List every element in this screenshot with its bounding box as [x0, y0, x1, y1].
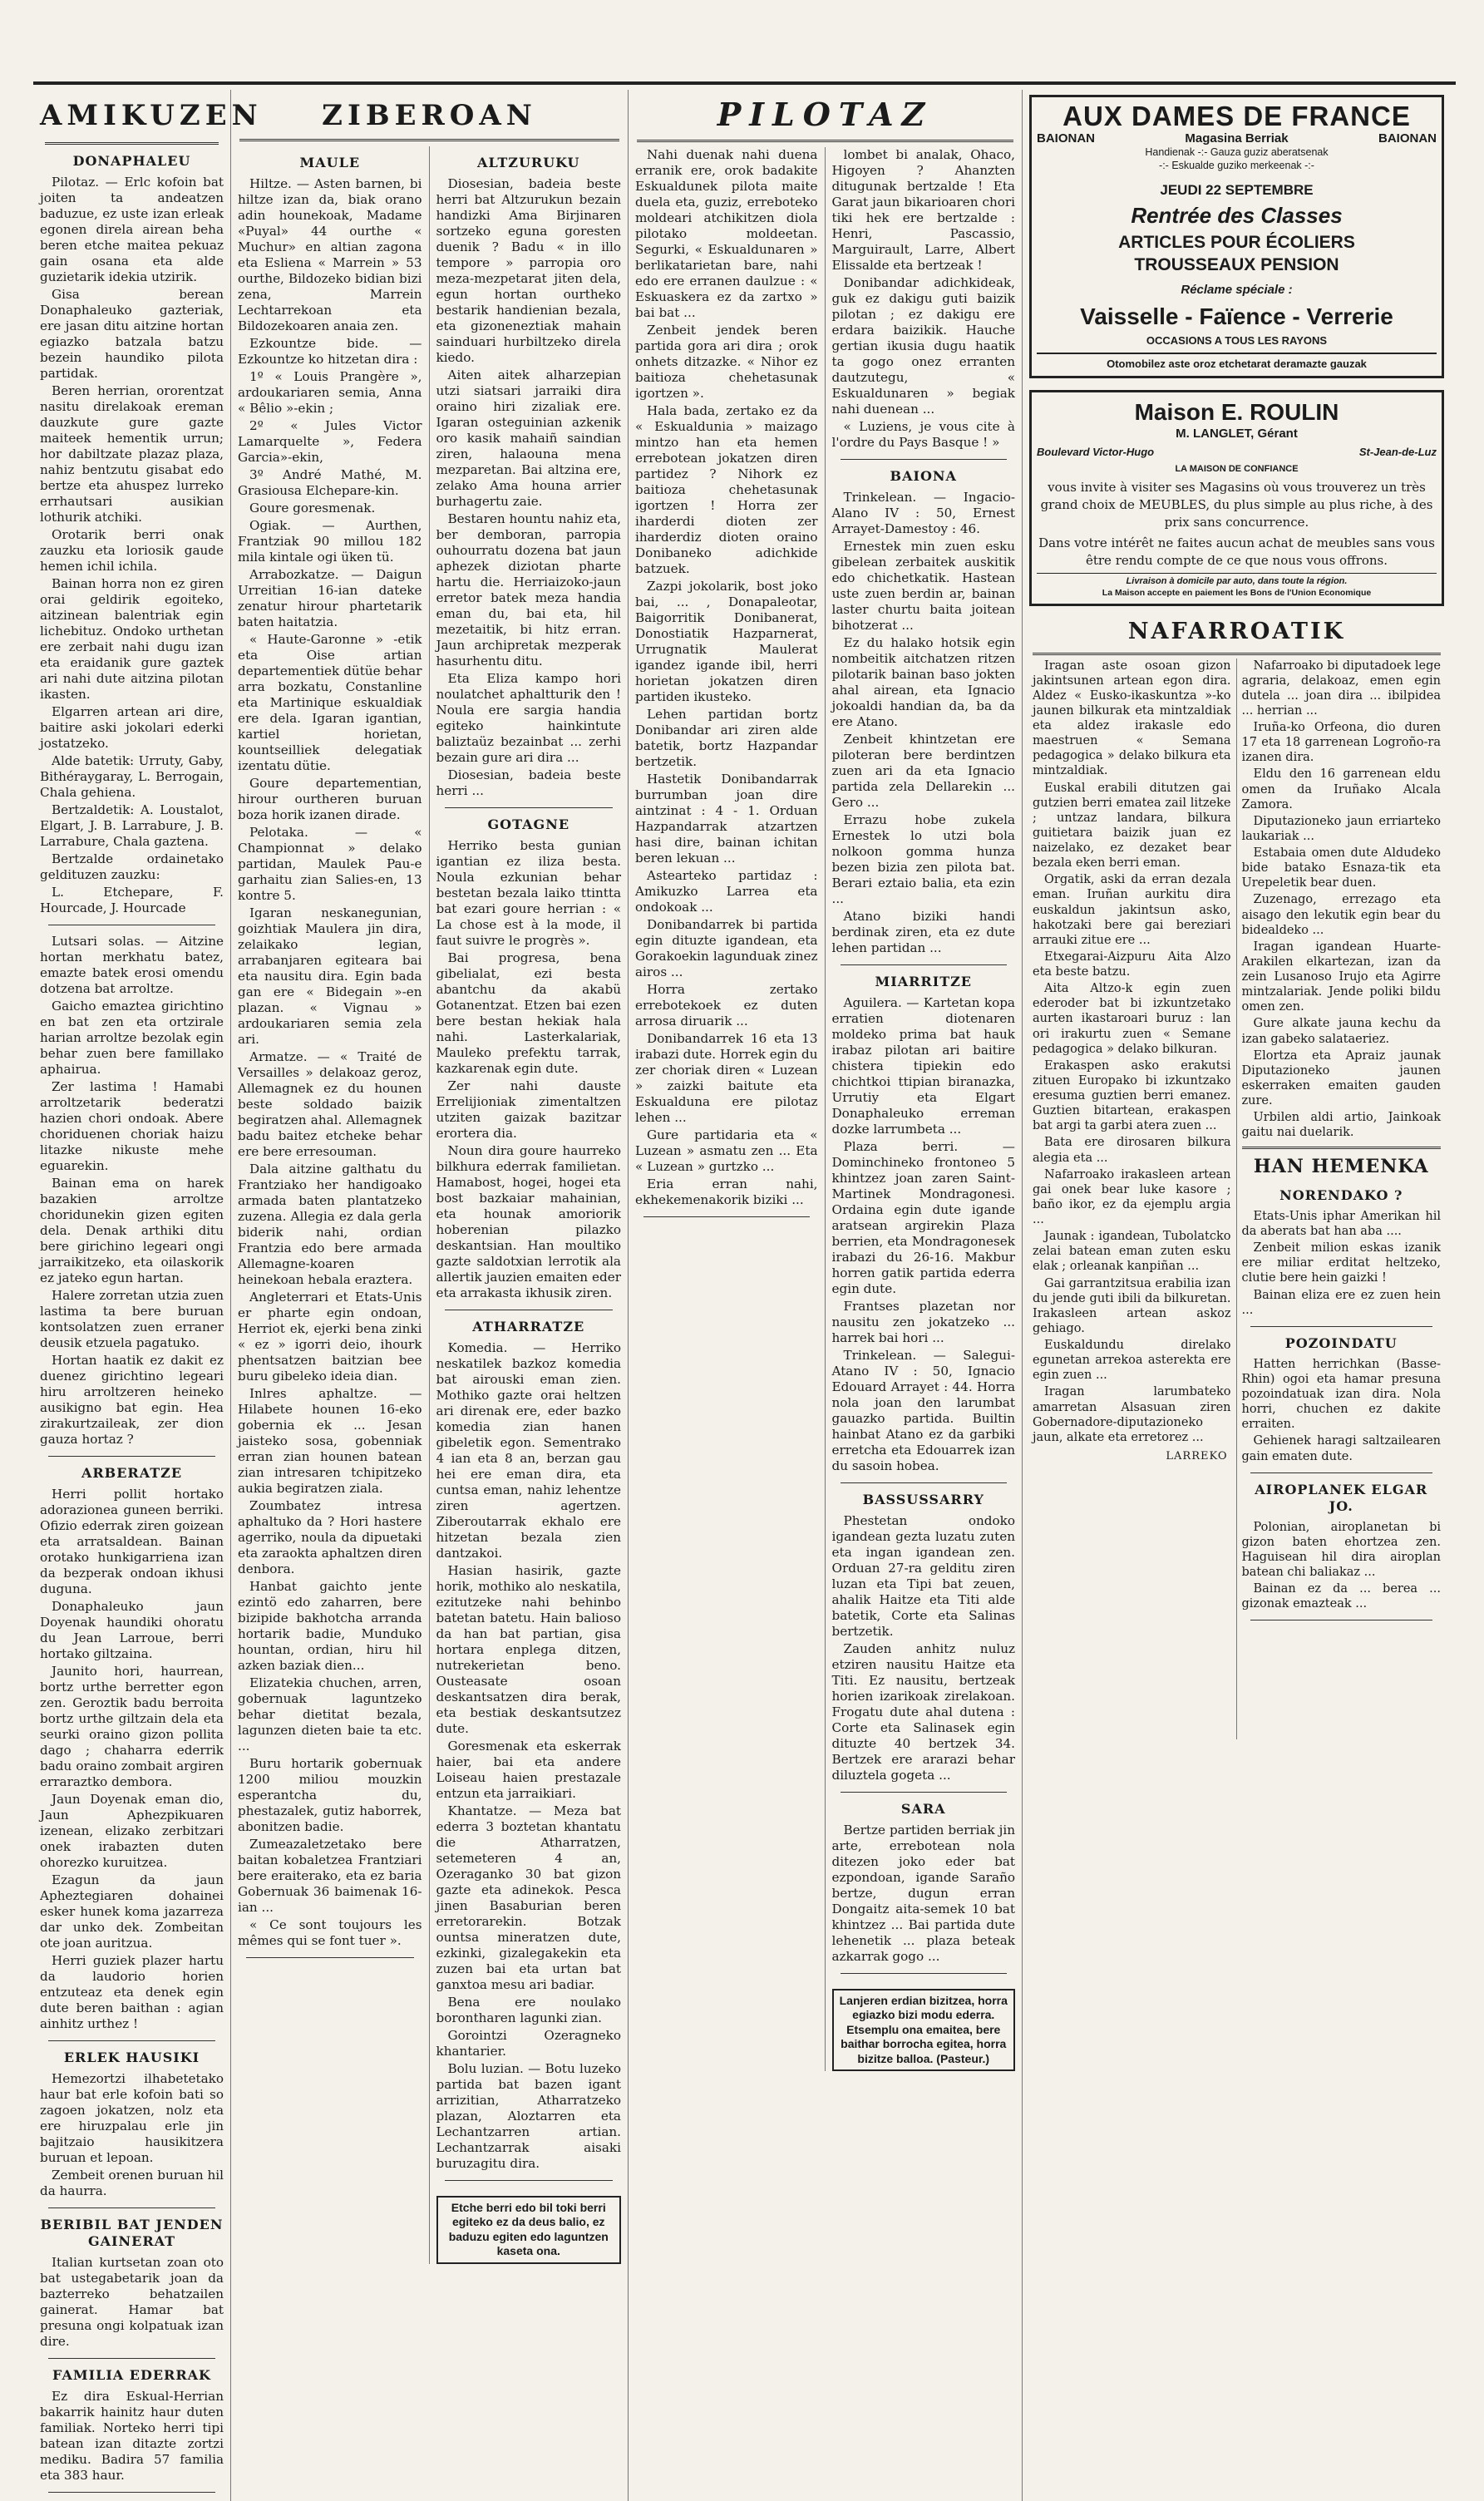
section-title: ALTZURUKU [477, 154, 580, 170]
divider [239, 139, 619, 141]
paragraph: Frantses plazetan nor nausitu zen jokatzeko ... harrek bai hori ... [831, 1298, 1015, 1345]
paragraph: Euskal erabili ditutzen gai gutzien berri ematea zail litzeke ; untzaz landara, bilkura guitietara baizik juan ez naizelako, ez dezaket bear bezala eken berri eman. [1033, 781, 1231, 871]
paragraph: Estabaia omen dute Aldudeko bide batako Esnaza-tik eta Urepeletik bear duen. [1241, 846, 1441, 890]
paragraph: Hasian hasirik, gazte horik, mothiko alo neskatila, ezitutzeke nahi behinbo batetan batetu. Hain balioso da han bat partian, gisa hortara enplega ditzen, nutrekerietan beno. Ousteasate osoan deskantsatzen dira berak, eta bestiak deskantsutzez dute. [436, 1562, 621, 1736]
section-divider [841, 964, 1008, 965]
paragraph: Bainan ez da ... berea ... gizonak emazteak ... [1241, 1582, 1441, 1611]
divider [1242, 1147, 1442, 1149]
columns [33, 90, 1456, 2483]
paragraph: Pilotaz. — Erlc kofoin bat joiten ta andeatzen baduzue, ez uste izan erleak egonen direla airean beha beren etche maitea pekuaz gain osana eta alde guzietarik idekia utzirik. [40, 174, 224, 284]
ad2-maison: Maison E. ROULIN [1134, 399, 1339, 426]
paragraph: L. Etchepare, F. Hourcade, J. Hourcade [40, 884, 224, 915]
ad1-foot: Otomobilez aste oroz etchetarat deramazte gauzak [1037, 353, 1437, 371]
ad1-title: AUX DAMES DE FRANCE [1062, 101, 1411, 131]
nafarroatik-right-col [1237, 659, 1447, 1739]
nafarroatik-signature: LARREKO [1166, 1449, 1228, 1463]
ad1-date: JEUDI 22 SEPTEMBRE [1160, 181, 1314, 198]
amikuzen-body [40, 153, 224, 2493]
nafarroatik-subcols [1028, 659, 1446, 1739]
section-title: FAMILIA EDERRAK [52, 2366, 211, 2383]
ad1-rentree: Rentrée des Classes [1131, 202, 1343, 228]
paragraph: Goresmenak eta eskerrak haier, bai eta andere Loiseau haien prestazale entzun eta jarraikiari. [436, 1738, 621, 1801]
paragraph: Buru hortarik gobernuak 1200 miliou mouzkin esperantcha du, phestazalek, gutiz haborrek, abonitzen badie. [238, 1755, 422, 1834]
section-title: BAIONA [890, 467, 957, 484]
paragraph: Bertzalde ordainetako geldituzen zauzku: [40, 851, 224, 882]
paragraph: Etats-Unis iphar Amerikan hil da aberats bat han aba .... [1241, 1209, 1441, 1239]
paragraph: Orotarik berri onak zauzku eta loriosik gaude hemen ichil ichila. [40, 526, 224, 574]
paragraph: Bainan eliza ere ez zuen hein ... [1241, 1288, 1441, 1317]
ad1-handi1: Handienak -:- Gauza guziz aberatsenak [1145, 146, 1329, 159]
section-title: POZOINDATU [1284, 1334, 1398, 1351]
section-title: GOTAGNE [487, 816, 570, 832]
section-divider [841, 1792, 1008, 1793]
paragraph: Eta Eliza kampo hori noulatchet aphaltturik den ! Noula ere sargia handia egiteko hainkintute baliztaüz bezainbat ... zerhi bezain gure ari dira ... [436, 670, 621, 765]
paragraph: « Luziens, je vous cite à l'ordre du Pays Basque ! » [831, 418, 1015, 450]
section-divider [841, 459, 1008, 460]
pilotaz-subcols [629, 146, 1022, 2065]
divider [45, 142, 219, 145]
paragraph: Bai progresa, bena gibelialat, ezi besta abantchu da akabü Gotanentzat. Etzen bai ezen bere bestan hekiak hala nahi. Lasterkalariak, Mauleko prefektu tarrak, kazkarenak egin dute. [436, 950, 621, 1076]
paragraph: Etxegarai-Aizpuru Aita Alzo eta beste batzu. [1033, 950, 1231, 979]
column-right [1022, 90, 1451, 2501]
paragraph: Zer lastima ! Hamabi arroltzetarik bederatzi hazien chori ondoak. Abere choriduenen choriak haizu litazke nikuste mehe eguarekin. [40, 1078, 224, 1173]
paragraph: Hanbat gaichto jente ezintö edo zaharren, bere bizipide bakhotcha arranda hortarik badie, Munduko hountan, ordian, hiru hil azken baziak dien... [238, 1578, 422, 1673]
nafarroatik-left-body [1033, 659, 1231, 1445]
paragraph: Orgatik, aski da erran dezala eman. Iruñan aurkitu dira euskaldun jakintsun asko, hakotzaki bere gai bereziari arrauki zitue ere ... [1033, 873, 1231, 947]
ad2-addr-right: St-Jean-de-Luz [1358, 445, 1437, 458]
section-title: ERLEK HAUSIKI [63, 2049, 200, 2065]
paragraph: Jaunak : igandean, Tubolatcko zelai batean eman zuten esku elak ; orleanak kanpiñan ... [1033, 1230, 1231, 1274]
paragraph: Gaicho emaztea girichtino en bat zen eta ortzirale harian arroltze bezolak egin behar zuen bere famillako aphairua. [40, 998, 224, 1077]
hanhemenka-masthead: HAN HEMENKA [1253, 1156, 1429, 1178]
ad1-row-left: BAIONAN [1037, 131, 1095, 146]
paragraph: Zenbeit milion eskas izanik ere miliar erditat heltzeko, clutie bere hein gaizki ! [1241, 1241, 1441, 1285]
section-divider [246, 1957, 414, 1958]
ad1-trousseaux: TROUSSEAUX PENSION [1134, 254, 1339, 274]
paragraph: Ez du halako hotsik egin nombeitik aitchatzen ritzen pilotarik bainan baso jokten ahal airean, eta Ignacio jokoaldi handian da, ba da ere Atano. [831, 634, 1015, 729]
nafarroatik-left-col [1028, 659, 1237, 1739]
paragraph: Bertzaldetik: A. Loustalot, Elgart, J. B. Larrabure, J. B. Larrabure, Chala gaztena. [40, 802, 224, 849]
paragraph: Ezkountze bide. — Ezkountze ko hitzetan dira : [238, 335, 422, 367]
ad-dames-de-france [1029, 95, 1444, 378]
paragraph: Hala bada, zertako ez da « Eskualdunia » maizago mintzo han eta hemen errebotean jokatzen diren partidez ? Nihork ez baitioza chehetasunak igortzen ! Horra zer iharderdi dioten zer iharderdiz dioten oraino Donibaneko adichkide batzuek. [635, 402, 818, 576]
section-divider [841, 1482, 1008, 1483]
paragraph: Astearteko partidaz : Amikuzko Larrea eta ondokoak ... [635, 867, 818, 915]
paragraph: Arrabozkatze. — Daigun Urreitian 16-ian dateke zenatur hirour phartetarik baten haitatzia. [238, 566, 422, 629]
ad1-vaisselle: Vaisselle - Faïence - Verrerie [1080, 303, 1393, 329]
paragraph: Zumeazaletzetako bere baitan kobaletzea Frantziari bere eraiterako, eta ez baria Gobernuak 36 baimenak 16-ian ... [238, 1836, 422, 1915]
paragraph: Aguilera. — Kartetan kopa erratien diotenaren moldeko prima bat hauk irabaz pilotan ari baitire chistera tipiekin edo chichtkoi ttipian biranazka, Urrutiy eta Elgart Donaphaleuko erreman dozke larrumbeta ... [831, 994, 1015, 1137]
ad2-body2: Dans votre intérêt ne faites aucun achat de meubles sans vous être rendu compte de ce que nous vous offrons. [1038, 535, 1435, 568]
paragraph: Nafarroako irakasleen artean gai onek bear luke kasore ; baño ikor, ez da ejemplu argia ... [1033, 1167, 1231, 1227]
paragraph: Lutsari solas. — Aitzine hortan merkhatu batez, emazte batek erosi omendu dotzena bat arroltze. [40, 933, 224, 996]
paragraph: Diosesian, badeia beste herri bat Altzurukun bezain handizki Ama Birjinaren sortzeko eguna goresten duenik ? Badu « in illo tempore » parropia oro meza-mezpetarat jiten dela, egun hortan ourtheko bestarik handienian bezala, eta gizoneneztiak mahain sainduari hurbiltzeko direla kiedo. [436, 175, 621, 365]
divider [637, 140, 1013, 142]
paragraph: Dala aitzine galthatu du Frantziako her handigoako armada baten plantatzeko zuzena. Allegia ez dala gerla biderik nahi, ordian Frantzia edo bere armada Allemagne-koaren heinekoan hebala eraztera. [238, 1161, 422, 1287]
paragraph: Jaun Doyenak eman dio, Jaun Aphezpikuaren izenean, elizako zerbitzari onek irabazten duten ohorezko kuruitzea. [40, 1791, 224, 1870]
ad1-reclame: Réclame spéciale : [1181, 282, 1293, 297]
amikuzen-masthead: AMIKUZEN [40, 99, 263, 132]
section-divider [48, 1456, 215, 1457]
paragraph: Bainan horra non ez giren orai geldirik egoiteko, aitzinean balentriak egin lichebituz. Ondoko urthetan ere zerbait nahi dugu izan eta eraidanik gure gaztek ari nahi dute aitzina pilotan ikasten. [40, 575, 224, 702]
section-title: DONAPHALEU [72, 152, 191, 169]
top-rule [33, 81, 1456, 85]
paragraph: Hortan haatik ez dakit ez duenez girichtino legeari hiru arroltzeren heineko ausikigno bat egin. Hea zirakurtzaileak, zer dion gauza hortaz ? [40, 1352, 224, 1447]
paragraph: Igaran neskanegunian, goizhtiak Maulera jin dira, zelaikako legian, arrabanjaren egiteara bai eta nausitu dira. Egin bada gan ere « Bidegain »-en plazan. « Vignau » ardoukariaren semia zela ari. [238, 905, 422, 1047]
paragraph: Ezagun da jaun Apheztegiaren dohainei esker hunek koma jazarreza dar unko dek. Zombeitan ote joan auritzua. [40, 1872, 224, 1951]
paragraph: Zer nahi dauste Errelijioniak zimentaltzen utziten gaizak bazitzar erortera dia. [436, 1078, 621, 1141]
section-title: BERIBIL BAT JENDEN GAINERAT [40, 2216, 224, 2249]
paragraph: Gorointzi Ozeragneko khantarier. [436, 2027, 621, 2059]
paragraph: Bolu luzian. — Botu luzeko partida bat bazen igant arrizitian, Atharratzeko plazan, Aloztarren eta Lechantzarren artian. Lechantzarrak aisaki buruzagitu dira. [436, 2060, 621, 2171]
paragraph: Urbilen aldi artio, Jainkoak gaitu nai duelarik. [1241, 1111, 1441, 1140]
pilotaz-left-col [629, 147, 826, 2072]
paragraph: Goure departementian, hirour ourtheren buruan boza horik izanen dirade. [238, 775, 422, 822]
paragraph: Gisa berean Donaphaleuko gazteriak, ere jasan ditu aitzine hortan egiazko batzala batzu bezein haundiko pilota partidak. [40, 286, 224, 381]
ziberoan-footbox: Etche berri edo bil toki berri egiteko ez da deus balio, ez baduzu egiten edo laguntzen kaseta ona. [436, 2196, 622, 2264]
paragraph: Zazpi jokolarik, bost joko bai, ... , Donapaleotar, Baigorritik Donibanerat, Donostiatik Hazparnerat, Urrugnatik Maulerat igandez igande ibil, herri horietan jokatzen diren partiden ikusteko. [635, 578, 818, 704]
pilotaz-right-col [826, 147, 1023, 2072]
paragraph: Bata ere dirosaren bilkura alegia eta ... [1033, 1136, 1231, 1165]
ad2-foot2: La Maison accepte en paiement les Bons de l'Union Economique [1102, 587, 1372, 598]
paragraph: Noun dira goure haurreko bilkhura ederrak familietan. Hamabost, hogei, hogei eta bost bazkaiar mahainian, eta hounak amoriorik hoberenian pilazko deskantsian. Han moultiko gazte saldotxian lerrotik ala allertik jauzien emaiten eder eta arrakasta ikhusik ziren. [436, 1142, 621, 1300]
divider [1033, 653, 1441, 655]
section-divider [48, 2358, 215, 2359]
ad2-address [1037, 446, 1437, 459]
paragraph: Hemezortzi ilhabetetako haur bat erle kofoin bati so zagoen jokatzen, nolz eta ere hiruzpalau erle jin bajitzaio hausikitzera buruan et lepoan. [40, 2070, 224, 2165]
section-title: MIARRITZE [875, 973, 972, 989]
paragraph: Donibandarrek 16 eta 13 irabazi dute. Horrek egin du zer choriak diren « Luzean » zaizki baitute eta Eskualduna ere pilotaz lehen ... [635, 1030, 818, 1125]
ad1-row [1037, 131, 1437, 147]
paragraph: 3º André Mathé, M. Grasiousa Elchepare-kin. [238, 466, 422, 498]
ziberoan-left-col [231, 146, 430, 2264]
section-title: ATHARRATZE [472, 1318, 585, 1334]
ad1-row-right: BAIONAN [1378, 131, 1437, 146]
paragraph: Eldu den 16 garrenean eldu omen da Iruñako Alcala Zamora. [1241, 767, 1441, 811]
paragraph: Zembeit orenen buruan hil da haurra. [40, 2167, 224, 2198]
paragraph: Bainan ema on harek bazakien arroltze choridunekin gizen egiten dela. Denak arthiki ditu bere girichino legeari ongi jarraikitzeko, eta oilaskorik ez jateko egun hartan. [40, 1175, 224, 1285]
section-title: ARBERATZE [81, 1464, 183, 1481]
paragraph: Plaza berri. — Dominchineko frontoneo 5 khintzez joan zaren Saint-Martinek Mondragonesi. Ordaina egin dute igande aratsean argirekin Plaza berrien, eta Mondragonesek irabazi du 26-16. Makbur horren gatik partida ederra egin dute. [831, 1138, 1015, 1296]
column-ziberoan [230, 90, 628, 2501]
hanhemenka-body [1242, 1187, 1442, 1621]
paragraph: Horra zertako errebotekoek ez duten arrosa diruarik ... [635, 981, 818, 1029]
ziberoan-right-col [430, 146, 629, 2264]
ad2-addr-left: Boulevard Victor-Hugo [1037, 445, 1155, 458]
section-divider [643, 1216, 810, 1217]
paragraph: Aita Altzo-k egin zuen ederoder bat bi izkuntzetako aurten ikastaroari buruz : lan ori irakurtu zuen « Semane pedagogica » delako bilkuran. [1033, 982, 1231, 1056]
section-title: NORENDAKO ? [1279, 1186, 1403, 1203]
paragraph: Eria erran nahi, ekhekemenakorik biziki ... [635, 1176, 818, 1207]
paragraph: Bertze partiden berriak jin arte, errebotean nola ditezen joko eder bat ezpondoan, igande Saraño bertze, dugun erran Dongaitz aita-semek 10 bat khintzez ... Bai partida dute lehenetik ... plaza beteak azkarrak gogo ... [831, 1822, 1015, 1964]
paragraph: Zauden anhitz nuluz etziren nausitu Haitze eta Titi. Ez nausitu, bertzeak horien izarikoak zirelakoan. Frogatu dute ahal dutena : Corte eta Salinasek egin dituzte 40 bertzek 34. Bertzek ere ararazi behar diluztela gogeta ... [831, 1640, 1015, 1783]
paragraph: lombet bi analak, Ohaco, Higoyen ? Ahanzten ditugunak bertzalde ! Eta Garat jaun bikarioaren chori tiki hek ere bertzalde : Henri, Pascassio, Marguirault, Larre, Albert Elissalde eta bertzeak ! [831, 146, 1015, 273]
paragraph: Gai garrantzitsua erabilia izan du jende guti ibili da bilkuretan. Irakasleen artean askoz gehiago. [1033, 1276, 1231, 1335]
paragraph: Erakaspen asko erakutsi zituen Europako bi izkuntzako eresuma guztien berri emanez. Guztien bitartean, erakaspen bat argi ta garbi atera zuen ... [1033, 1058, 1231, 1133]
paragraph: Iragan igandean Huarte-Arakilen elkartezan, izan da zein Lusanoso Irujo eta Agirre mintzalariak. Jende poliki bildu omen zen. [1241, 940, 1441, 1014]
paragraph: Elgarren artean ari dire, baitire aski jokolari ederki jostatzeko. [40, 703, 224, 751]
paragraph: Donaphaleuko jaun Doyenak haundiki ohoratu du Jean Larroue, berri hortako giltzaina. [40, 1598, 224, 1661]
paragraph: Lehen partidan bortz Donibandar ari ziren alde batetik, bortz Hazpandar bertzetik. [635, 706, 818, 769]
paragraph: Herriko besta gunian igantian ez iliza besta. Noula ezkunian behar bestetan bezala laiko ttintta bat ezari goure herrian : « La chose est à la mode, il faut suivre le progrès ». [436, 837, 621, 948]
paragraph: Elizatekia chuchen, arren, gobernuak laguntzeko behar dietitat bezala, lagunzen dieten baie ta etc. ... [238, 1675, 422, 1754]
paragraph: Pelotaka. — « Championnat » delako partidan, Maulek Pau-e garhaitu zian Salies-en, 13 kontre 5. [238, 824, 422, 903]
pilotaz-right-body [832, 147, 1016, 1982]
paragraph: Zenbeit jendek beren partida gora ari dira ; orok onhets ditzazke. « Nihor ez baitioza chehetasunak igortzen ». [635, 322, 818, 401]
paragraph: Errazu hobe zukela Ernestek lo utzi bola nolkoon gomma hunza bezen bizia zen pilota bat. Berari eztaio balia, eta ezin ... [831, 811, 1015, 906]
paragraph: Trinkelean. — Ingacio-Alano IV : 50, Ernest Arrayet-Damestoy : 46. [831, 489, 1015, 536]
ziberoan-masthead: ZIBEROAN [322, 99, 537, 132]
section-divider [445, 807, 614, 808]
ad1-articles: ARTICLES POUR ÉCOLIERS [1118, 233, 1355, 253]
ad2-body1: vous invite à visiter ses Magasins où vous trouverez un très grand choix de MEUBLES, du plus simple au plus riche, à des prix sans concurrence. [1040, 479, 1433, 530]
ziberoan-subcols [231, 146, 628, 2257]
paragraph: 2º « Jules Victor Lamarquelte », Federa Garcia»-ekin, [238, 417, 422, 465]
paragraph: Komedia. — Herriko neskatilek bazkoz komedia bat airouski eman zien. Mothiko gazte orai heltzen ari direnak ere, eder bazko komedia zian hanen gibeletik egon. Sementrako 4 ian eta 8 an, berzan gau hei ere eman dira, eta cuntsa eman, nahiz lehentze ziren agertzen. Ziberoutarrak ekhalo ere hitzetan bezala zien dantzakoi. [436, 1339, 621, 1561]
paragraph: Herri guziek plazer hartu da laudorio horien entzuteaz eta denek egin dute beren baithan : agian ainhitz urthez ! [40, 1952, 224, 2031]
paragraph: Herri pollit hortako adorazionea guneen berriki. Ofizio ederrak ziren goizean eta arratsaldean. Bainan orotako hunkigarriena izan da bezperak ondoan ikhusi duguna. [40, 1486, 224, 1596]
paragraph: Hiltze. — Asten barnen, bi hiltze izan da, biak orano adin hounekoak, Madame «Puyal» 44 ourthe « Muchur» en altian zagona eta Esliena « Marrein » 53 ourthe, Bildozeko bidian bizi zena, Marrein Lechtarrekoan eta Bildozekoaren anaia zen. [238, 175, 422, 333]
paragraph: Bestaren hountu nahiz eta, ber demboran, parropia ouhourratu dozena bat jaun aphezek diziotan pharte hartu die. Herriaizoko-jaun erretor batek meza handia eman du, bai eta, hil mezetaitik, bi hitz erran. Jaun archipretak mezperak hasurhentu ditu. [436, 511, 621, 668]
paragraph: Phestetan ondoko igandean gezta luzatu zuten eta ingan igandean zen. Orduan 27-ra gelditu ziren luzan eta Tipi bat zeuen, ahalik Haitze eta Titi alde batetik, Corte eta Salinas bertzetik. [831, 1512, 1015, 1639]
nafarroatik-masthead: NAFARROATIK [1127, 618, 1346, 644]
ziberoan-right-body [436, 146, 622, 2189]
ad1-handi2: -:- Eskualde guziko merkeenak -:- [1159, 160, 1314, 172]
paragraph: Hastetik Donibandarrak burrumban joan dire aintzinat : 4 - 1. Orduan Hazpandarrak atzartzen hasi dire, bainan ichitan beren lekuan ... [635, 771, 818, 866]
section-divider [48, 2492, 215, 2493]
paragraph: Hatten herrichkan (Basse-Rhin) ogoi eta hamar presuna pozoindatuak izan dira. Nola horri, chuchen ez dakite erraiten. [1241, 1357, 1441, 1432]
ad2-tag: LA MAISON DE CONFIANCE [1175, 464, 1299, 475]
ad-maison-roulin [1029, 390, 1444, 606]
paragraph: Trinkelean. — Salegui-Atano IV : 50, Ignacio Edouard Arrayet : 44. Horra nola joan den larumbat gauazko partida. Builtin hainbat Atano ez da garbiki erretcha eta Edouarrek izan du sasoin hobea. [831, 1347, 1015, 1473]
paragraph: Aiten aitek alharzepian utzi siatsari jarraiki dira oraino hiri zizaliak ere. Igaran osteguinian azkenik oro kasik mahaiñ saindian ziren, halaouna mena mezparetan. Bai altzina ere, zelako Ama houna arrier burhagertu zaie. [436, 367, 621, 509]
paragraph: Euskaldundu direlako egunetan arrekoa asterekta ere egin zuen ... [1033, 1339, 1231, 1383]
ad2-foot1: Livraison à domicile par auto, dans toute la région. [1037, 573, 1437, 588]
ad1-occasions: OCCASIONS A TOUS LES RAYONS [1146, 333, 1328, 347]
paragraph: Iragan larumbateko amarretan Alsasuan ziren Gobernadore-diputazioneko jaun, alkate eta erretorez ... [1033, 1385, 1231, 1444]
ad2-gerant: M. LANGLET, Gérant [1176, 427, 1298, 441]
paragraph: Armatze. — « Traité de Versailles » delakoaz geroz, Allemagnek ez du hounen beste soldado baizik begiratzen ahal. Allemagnek badu baitez etcheke behar ere bere erresouman. [238, 1048, 422, 1159]
paragraph: Khantatze. — Meza bat ederra 3 boztetan khantatu die Atharratzen, setemeteren 4 an, Ozeraganko 30 bat gizon gazte eta adinekok. Pesca jinen Basaburian beren erretorarekin. Botzak ountsa mineratzen dute, ezkinki, gizalegakekin eta zuzen bai eta urtan bat ganxtoa mesu ari badiar. [436, 1803, 621, 1992]
paragraph: Gehienek haragi saltzailearen gain ematen dute. [1241, 1434, 1441, 1463]
pilotaz-footbox: Lanjeren erdian bizitzea, horra egiazko bizi modu ederra. Etsemplu ona emaitea, bere baithar borrocha egitea, horra bizitze balloa. (Pasteur.) [832, 1989, 1016, 2072]
paragraph: Italian kurtsetan zoan oto bat ustegabetarik joan da bazterreko behatzailen gainerat. Hamar bat presuna ongi kolpatuak izan dire. [40, 2254, 224, 2349]
section-title: AIROPLANEK ELGAR JO. [1255, 1481, 1428, 1514]
paragraph: Iruña-ko Orfeona, dio duren 17 eta 18 garrenean Logroño-ra izanen dira. [1241, 721, 1441, 765]
section-title: SARA [900, 1800, 946, 1817]
ad1-row-mid: Magasina Berriak [1185, 131, 1289, 146]
paragraph: Gure alkate jauna kechu da izan gabeko salataeriez. [1241, 1017, 1441, 1046]
paragraph: Gure partidaria eta « Luzean » asmatu zen ... Eta « Luzean » gurtzko ... [635, 1127, 818, 1174]
paragraph: Nafarroako bi diputadoek lege agraria, delakoaz, emen egin dutela ... joan dira ... ibilpidea ... herrian ... [1241, 659, 1441, 718]
paragraph: Jaunito hori, haurrean, bortz urthe berretter egon zen. Geroztik badu berroita bortz urthe giltzain dela eta seurki oraino gizon pollita dago ; chaharra ederrik badu oraino zombait argiren erraraztko dembora. [40, 1663, 224, 1789]
paragraph: Bena ere noulako borontharen lagunki zian. [436, 1994, 621, 2025]
column-amikuzen [33, 90, 263, 2501]
nafarroatik-right-body [1242, 659, 1442, 1141]
paragraph: « Ce sont toujours les mêmes qui se font tuer ». [238, 1916, 422, 1948]
paragraph: Ez dira Eskual-Herrian bakarrik hainitz haur duten familiak. Norteko herri tipi batean izan ditazte zortzi mediku. Badira 57 familia eta 383 haur. [40, 2388, 224, 2483]
section-divider [48, 2040, 215, 2041]
paragraph: « Haute-Garonne » -etik eta Oise artian departementiek dütüe behar arra bozkatu, Constanline eta Martinique eskualdiak ere dela. Igaran igantian, kartiel horietan, kountseilliek delegatiak izentatu dütie. [238, 631, 422, 773]
pilotaz-masthead: PILOTAZ [717, 96, 934, 133]
section-title: BASSUSSARRY [862, 1491, 984, 1507]
paragraph: Atano biziki handi berdinak ziren, eta ez dute lehen partidan ... [831, 908, 1015, 955]
paragraph: Halere zorretan utzia zuen lastima ta bere buruan kontsolatzen zuen erraner deusik etzuela pagatuko. [40, 1287, 224, 1350]
section-divider [1250, 1326, 1433, 1327]
column-pilotaz [628, 90, 1022, 2501]
paragraph: Alde batetik: Urruty, Gaby, Bithéraygaray, L. Berrogain, Chala gehiena. [40, 752, 224, 800]
paragraph: Diputazioneko jaun erriarteko laukariak ... [1241, 814, 1441, 843]
paragraph: Zenbeit khintzetan ere piloteran bere berdintzen zuen ari da eta Ignacio partida zela Dellarekin ... Gero ... [831, 731, 1015, 810]
section-divider [48, 2207, 215, 2208]
paragraph: Donibandarrek bi partida egin dituzte igandean, eta Gorakoekin lagunduak zinez airos ... [635, 916, 818, 979]
paragraph: Inlres aphaltze. — Hilabete hounen 16-eko gobernia ek ... Jesan jaisteko sosa, gobenniak erran zian hounen batean zian intresaren tchipitzeko aukia begiratzen ziala. [238, 1385, 422, 1496]
paragraph: Nahi duenak nahi duena erranik ere, orok badakite Eskualdunek pilota maite duela eta, guziz, erreboteko moldeari atchikitzen diola pilotako moldeetan. Segurki, « Eskualdunaren » berlikatarietan bare, nahi edo ere erranen daulzue : « Eskuaskera ez da zartxo » bai bat ... [635, 146, 818, 320]
paragraph: Polonian, airoplanetan bi gizon baten ehortzea zen. Haguisean hil dira airoplan batean chi baliakaz ... [1241, 1520, 1441, 1580]
section-divider [841, 1973, 1008, 1974]
paragraph: Zuzenago, errezago eta aisago den lekutik egin bear du bidealdeko ... [1241, 893, 1441, 937]
paragraph: Ogiak. — Aurthen, Frantziak 90 millou 182 mila kintale ogi üken tü. [238, 517, 422, 565]
paragraph: Goure goresmenak. [249, 500, 376, 515]
paragraph: Zoumbatez intresa aphaltuko da ? Hori hastere agerriko, noula da dipuetaki eta zaraokta aphaltzen diren denbora. [238, 1497, 422, 1576]
paragraph: Diosesian, badeia beste herri ... [436, 767, 621, 798]
paragraph: 1º « Louis Prangère », ardoukariaren semia, Anna « Bêlio »-ekin ; [238, 368, 422, 416]
paragraph: Donibandar adichkideak, guk ez dakigu guti baizik pilotan ; ez dakigu ere erdara baizikik. Hauche gertian ikusia dugu haatik ta gogo onez erranten dautzutegu, « Eskualdunaren » begiak nahi duenean ... [831, 274, 1015, 417]
paragraph: Beren herrian, ororentzat nasitu direlakoak ereman dauzkute gure gazte maiteek hementik urrun; hor dabiltzate plazaz plaza, nahiz bentzutu gisabat edo bertze eta ahuspez lurreko errhautsari ausikian lothurik atchiki. [40, 382, 224, 525]
paragraph: Elortza eta Apraiz jaunak Diputazioneko jaunen eskerraken emaiten gauden zure. [1241, 1048, 1441, 1108]
paragraph: Ernestek min zuen esku gibelean zerbaitek auskitik edo chichetkatik. Hastean uste zuen berdin ar, bainan laster churtu baita joitean bihotzerat ... [831, 538, 1015, 633]
paragraph: Iragan aste osoan gizon jakintsunen artean egon dira. Aldez « Eusko-ikaskuntza »-ko jaunen bilkurak eta mintzaldiak eta aldez irakasle edo maestruen « Semana pedagogica » delako bilkura eta mintzaldiak. [1033, 659, 1231, 778]
section-divider [1250, 1472, 1433, 1473]
section-divider [445, 2180, 614, 2181]
section-title: MAULE [299, 154, 361, 170]
paragraph: Angleterrari et Etats-Unis er pharte egin ondoan, Herriot ek, ejerki bena zinki « ez » igorri deio, ihourk phentsatzen baitzian bee buru gibeleko ideia dian. [238, 1289, 422, 1384]
